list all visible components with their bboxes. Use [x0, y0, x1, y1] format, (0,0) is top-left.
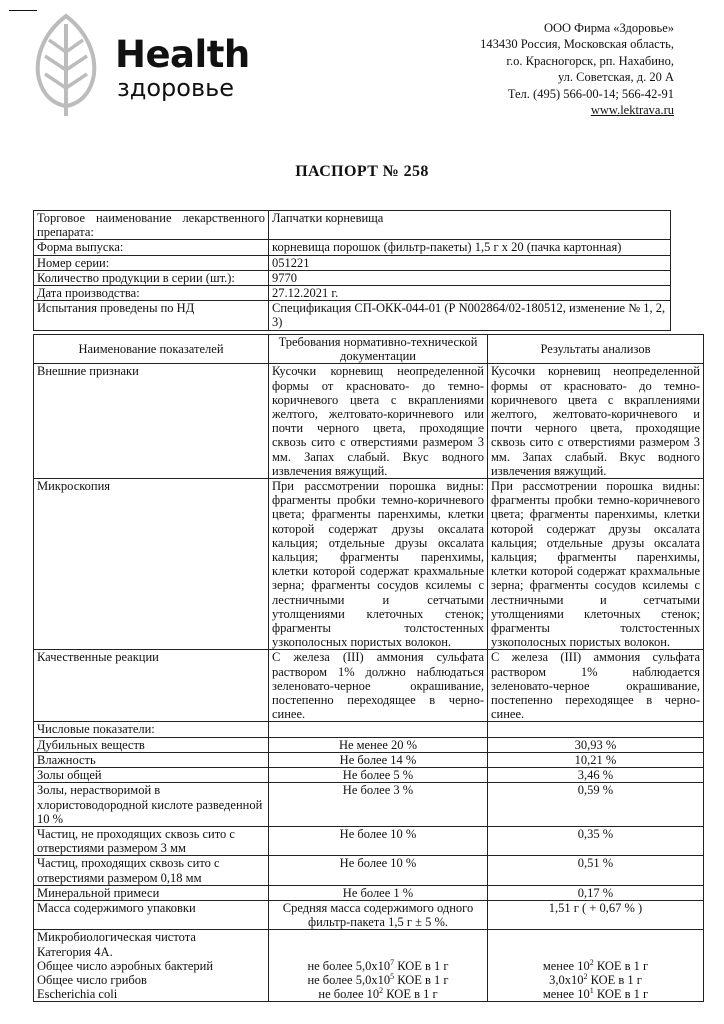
info-row: [34, 270, 671, 285]
company-address-3: ул. Советская, д. 20 А: [557, 70, 674, 85]
result-value: менее $10^2$ КОЕ в 1 г: [542, 957, 649, 973]
brand-logo: [33, 12, 253, 127]
microbiology-item: Общее число аэробных бактерий: [37, 958, 214, 973]
corner-mark: [9, 10, 37, 11]
table-row: [34, 752, 704, 767]
info-value: Лапчатки корневища: [269, 211, 671, 240]
company-block: [480, 20, 674, 118]
info-value: корневища порошок (фильтр-пакеты) 1,5 г х 20 (пачка картонная): [269, 240, 671, 255]
indicator-name: Частиц, не проходящих сквозь сито с отверстиями размером 3 мм: [34, 826, 269, 855]
indicator-name: Внешние признаки: [34, 364, 269, 479]
company-address-2: г.о. Красногорск, рп. Нахабино,: [506, 53, 674, 68]
indicator-name: Золы, нерастворимой в хлористоводородной кислоте разведенной 10 %: [34, 783, 269, 827]
table-row: [34, 856, 704, 885]
result-value: 10,21 %: [488, 752, 704, 767]
microbiology-names: [34, 930, 269, 1002]
brand-name-en: Health: [115, 33, 250, 76]
company-website-link[interactable]: www.lektrava.ru: [590, 103, 674, 118]
info-value: 9770: [269, 270, 671, 285]
info-value: 051221: [269, 255, 671, 270]
requirement-text: С железа (III) аммония сульфата раствором 1% должно наблюдаться зеленовато-черное окрашивание, постепенно переходящее в черно-синее.: [269, 650, 488, 722]
microbiology-row: [34, 930, 704, 1002]
info-value: Спецификация СП-ОКК-044-01 (Р N002864/02-180512, изменение № 1, 2, 3): [269, 301, 671, 330]
indicator-name: Минеральной примеси: [34, 885, 269, 900]
indicator-name: Частиц, проходящих сквозь сито с отверстиями размером 0,18 мм: [34, 856, 269, 885]
indicator-name: Золы общей: [34, 768, 269, 783]
product-info-table: [33, 210, 671, 331]
table-row: [34, 737, 704, 752]
indicator-name: Качественные реакции: [34, 650, 269, 722]
appearance-row: [34, 364, 704, 479]
requirement-value: не более $5,0x10^5$ КОЕ в 1 г: [307, 971, 449, 987]
result-text: При рассмотрении порошка видны: фрагменты пробки темно-коричневого цвета; фрагменты паренхимы, клетки которой содержат друзы оксалата кальция; отдельные друзы оксалата кальция; фрагменты паренхимы, клетки которой содержат крахмальные зерна; фрагменты сосудов ксилемы с лестничными и сетчатыми утолщениями клеточных стенок; фрагменты толстостенных узкополосных пористых волокон.: [488, 479, 704, 650]
microbiology-title: Микробиологическая чистота: [37, 930, 196, 945]
info-label: Торговое наименование лекарственного препарата:: [34, 211, 269, 240]
result-value: 0,51 %: [488, 856, 704, 885]
microbiology-results: [488, 930, 704, 1002]
quality-row: [34, 650, 704, 722]
requirement-value: Не более 3 %: [269, 783, 488, 827]
result-value: 0,17 %: [488, 885, 704, 900]
microbiology-category: Категория 4А.: [37, 944, 113, 959]
microbiology-item: Общее число грибов: [37, 972, 147, 987]
header-requirement: Требования нормативно-технической документации: [269, 335, 488, 364]
company-name: ООО Фирма «Здоровье»: [543, 21, 674, 35]
numeric-header-row: [34, 722, 704, 737]
info-label: Количество продукции в серии (шт.):: [34, 270, 269, 285]
requirement-value: Не более 5 %: [269, 768, 488, 783]
info-row: [34, 301, 671, 330]
document-title: ПАСПОРТ № 258: [295, 163, 429, 180]
info-row: [34, 211, 671, 240]
indicator-name: Влажность: [34, 752, 269, 767]
company-address-1: 143430 Россия, Московская область,: [480, 37, 674, 52]
result-text: С железа (III) аммония сульфата раствором 1% наблюдается зеленовато-черное окрашивание, постепенно переходящее в черно-синее.: [488, 650, 704, 722]
mass-row: [34, 900, 704, 929]
requirement-value: Не более 1 %: [269, 885, 488, 900]
company-phone: Тел. (495) 566-00-14; 566-42-91: [507, 86, 674, 101]
result-value: 3,46 %: [488, 768, 704, 783]
result-value: менее $10^1$ КОЕ в 1 г: [542, 985, 649, 1002]
info-label: Дата производства:: [34, 286, 269, 301]
header-result: Результаты анализов: [488, 335, 704, 364]
table-row: [34, 885, 704, 900]
requirement-value: Не более 10 %: [269, 856, 488, 885]
requirement-text: При рассмотрении порошка видны: фрагменты пробки темно-коричневого цвета; фрагменты паренхимы, клетки которой содержат друзы оксалата кальция; отдельные друзы оксалата кальция; фрагменты паренхимы, клетки которой содержат крахмальные зерна; фрагменты сосудов ксилемы с лестничными и сетчатыми утолщениями клеточных стенок; фрагменты толстостенных узкополосных пористых волокон.: [269, 479, 488, 650]
info-row: [34, 240, 671, 255]
indicator-name: Микроскопия: [34, 479, 269, 650]
result-value: 0,35 %: [488, 826, 704, 855]
microbiology-item: Escherichia coli: [37, 987, 118, 1002]
microbiology-requirements: [269, 930, 488, 1002]
brand-name-ru: здоровье: [117, 74, 235, 102]
requirement-value: Не более 14 %: [269, 752, 488, 767]
requirement-value: не более $10^2$ КОЕ в 1 г: [318, 985, 438, 1002]
info-row: [34, 255, 671, 270]
requirement-text: Кусочки корневищ неопределенной формы от красновато- до темно-коричневого цвета с вкраплениями желтого, желтовато-коричневого или почти черного цвета, проходящие сквозь сито с отверстиями размером 3 мм. Запах слабый. Вкус водного извлечения вяжущий.: [269, 364, 488, 479]
result-value: 30,93 %: [488, 737, 704, 752]
table-row: [34, 783, 704, 827]
info-row: [34, 286, 671, 301]
indicator-name: Дубильных веществ: [34, 737, 269, 752]
result-text: Кусочки корневищ неопределенной формы от красновато- до темно-коричневого цвета с вкраплениями желтого, желтовато-коричневого и почти черного цвета, проходящие сквозь сито с отверстиями размером 3 мм. Запах слабый. Вкус водного извлечения вяжущий.: [488, 364, 704, 479]
header-indicator: Наименование показателей: [34, 335, 269, 364]
info-value: 27.12.2021 г.: [269, 286, 671, 301]
info-label: Форма выпуска:: [34, 240, 269, 255]
result-value: 1,51 г ( + 0,67 % ): [488, 900, 704, 929]
leaf-icon: [33, 12, 99, 120]
requirement-value: Средняя масса содержимого одного фильтр-пакета 1,5 г ± 5 %.: [269, 900, 488, 929]
analysis-header-row: [34, 335, 704, 364]
result-value: $3,0x10^2$ КОЕ в 1 г: [549, 971, 642, 987]
requirement-value: не более $5,0x10^7$ КОЕ в 1 г: [307, 957, 449, 973]
microscopy-row: [34, 479, 704, 650]
requirement-value: Не менее 20 %: [269, 737, 488, 752]
indicator-name: Масса содержимого упаковки: [34, 900, 269, 929]
analysis-table: [33, 334, 704, 1002]
table-row: [34, 826, 704, 855]
info-label: Номер серии:: [34, 255, 269, 270]
info-label: Испытания проведены по НД: [34, 301, 269, 330]
result-value: 0,59 %: [488, 783, 704, 827]
requirement-value: Не более 10 %: [269, 826, 488, 855]
table-row: [34, 768, 704, 783]
numeric-header: Числовые показатели:: [34, 722, 269, 737]
